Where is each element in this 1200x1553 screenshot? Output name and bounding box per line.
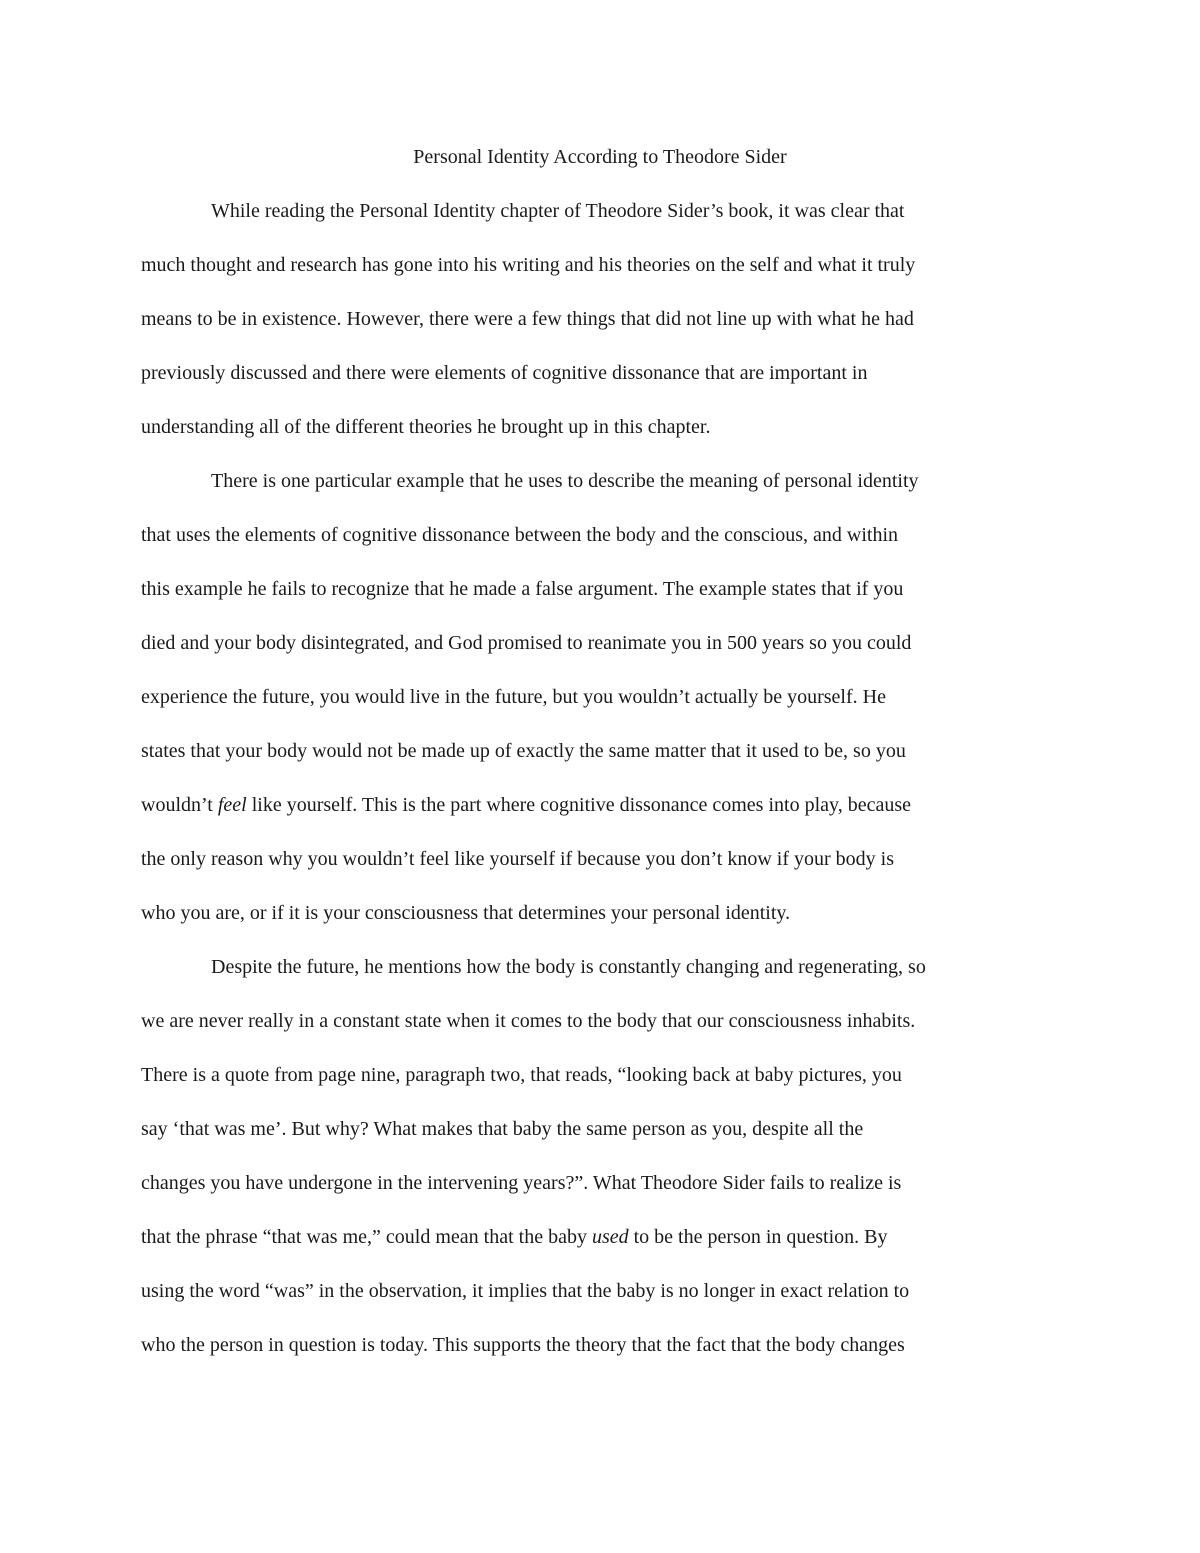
line-text: that the phrase “that was me,” could mean that the baby (141, 1226, 592, 1248)
document-title: Personal Identity According to Theodore Sider (413, 146, 787, 168)
paragraph-3-line-8: who the person in question is today. This supports the theory that the fact that the body changes (141, 1334, 905, 1356)
paragraph-2-line-6: states that your body would not be made up of exactly the same matter that it used to be, so you (141, 740, 906, 762)
paragraph-2-line-2: that uses the elements of cognitive dissonance between the body and the conscious, and within (141, 524, 899, 546)
italic-emphasis: used (591, 1226, 629, 1248)
paragraph-3-line-7: using the word “was” in the observation, it implies that the baby is no longer in exact relation to (141, 1280, 910, 1302)
paragraph-3-line-1: Despite the future, he mentions how the body is constantly changing and regenerating, so (211, 956, 926, 978)
paragraph-3-line-4: say ‘that was me’. But why? What makes that baby the same person as you, despite all the (141, 1118, 864, 1140)
paragraph-3-line-5: changes you have undergone in the intervening years?”. What Theodore Sider fails to realize is (141, 1172, 902, 1194)
paragraph-3-line-2: we are never really in a constant state when it comes to the body that our consciousness inhabits. (141, 1010, 916, 1032)
line-text: to be the person in question. By (628, 1226, 888, 1248)
line-text: like yourself. This is the part where cognitive dissonance comes into play, because (246, 794, 911, 816)
line-text: wouldn’t (141, 794, 218, 816)
italic-emphasis: feel (217, 794, 247, 816)
paragraph-3-line-6 (141, 1222, 1061, 1252)
paragraph-2-line-5: experience the future, you would live in the future, but you wouldn’t actually be yourself. He (141, 686, 886, 708)
paragraph-1-line-5: understanding all of the different theories he brought up in this chapter. (141, 416, 711, 438)
paragraph-1-line-4: previously discussed and there were elements of cognitive dissonance that are important in (141, 362, 868, 384)
paragraph-2-line-4: died and your body disintegrated, and God promised to reanimate you in 500 years so you could (141, 632, 912, 654)
paragraph-2-line-7 (141, 790, 1061, 820)
paragraph-1-line-3: means to be in existence. However, there were a few things that did not line up with what he had (141, 308, 914, 330)
paragraph-2-line-3: this example he fails to recognize that he made a false argument. The example states that if you (141, 578, 904, 600)
paragraph-2-line-8: the only reason why you wouldn’t feel like yourself if because you don’t know if your body is (141, 848, 895, 870)
paragraph-2-line-9: who you are, or if it is your consciousness that determines your personal identity. (141, 902, 791, 924)
paragraph-2-line-1: There is one particular example that he uses to describe the meaning of personal identity (211, 470, 919, 492)
paragraph-3-line-3: There is a quote from page nine, paragraph two, that reads, “looking back at baby pictures, you (141, 1064, 902, 1086)
paragraph-1-line-1: While reading the Personal Identity chapter of Theodore Sider’s book, it was clear that (211, 200, 905, 222)
paragraph-1-line-2: much thought and research has gone into his writing and his theories on the self and what it truly (141, 254, 916, 276)
